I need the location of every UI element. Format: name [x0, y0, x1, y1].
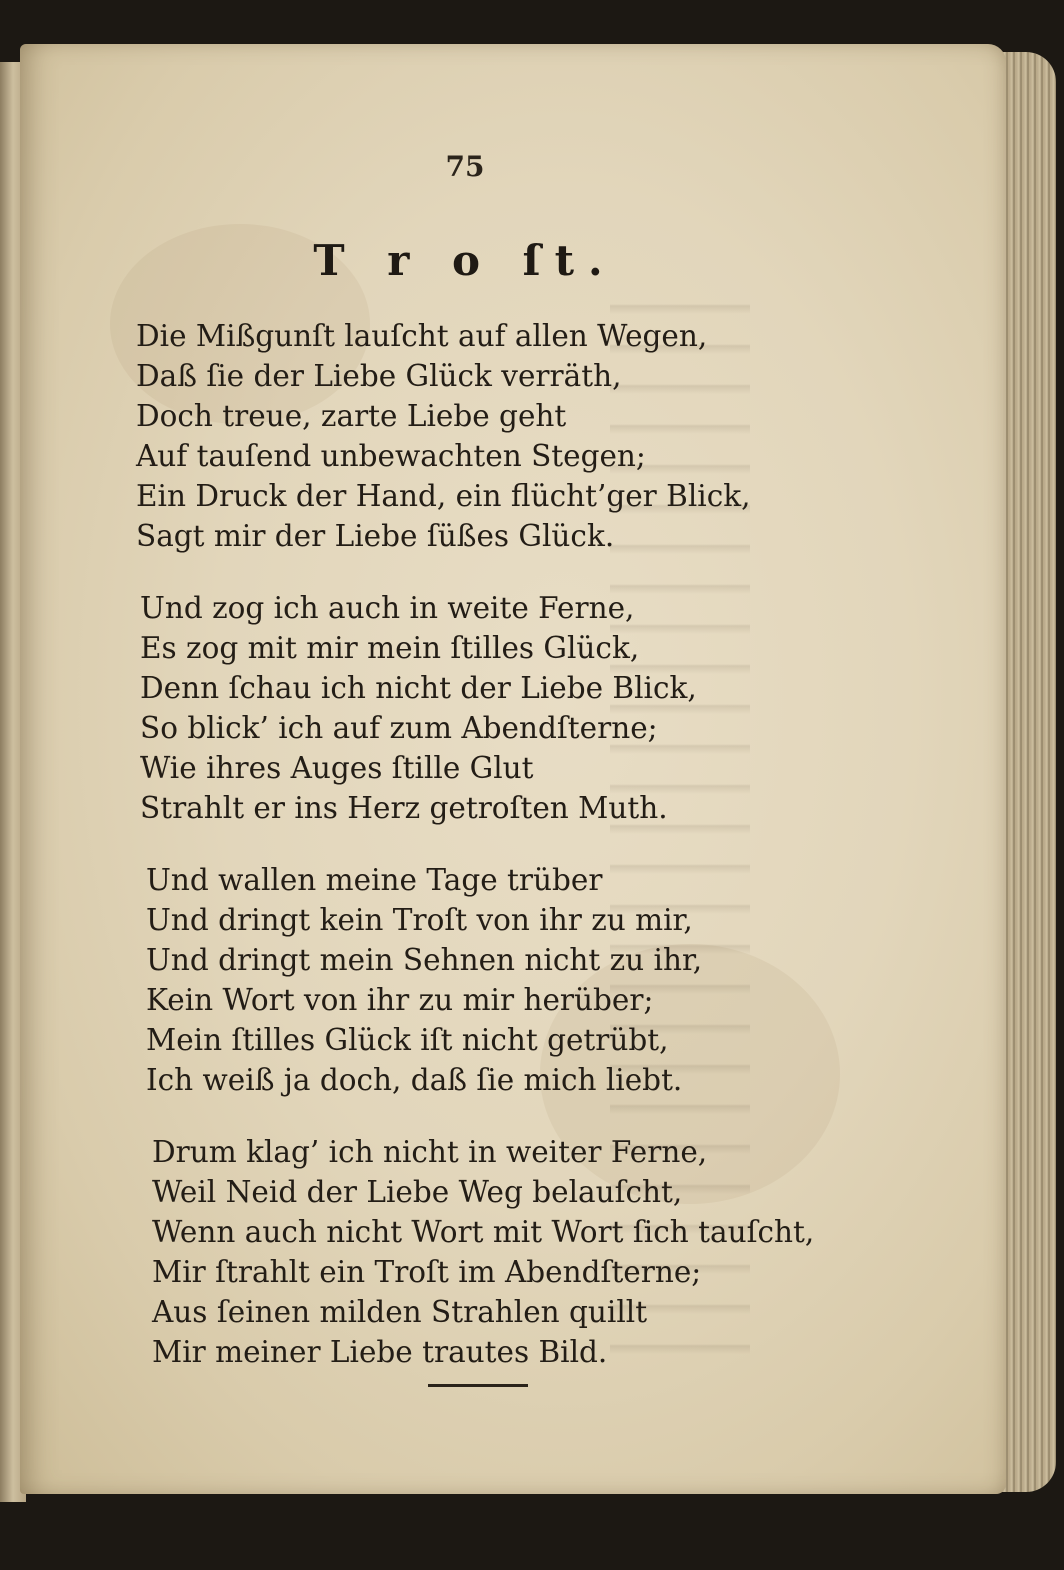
page-number: 75	[445, 150, 485, 183]
poem-title: T r o ſt.	[313, 236, 617, 285]
poem-line: Die Mißgunſt lauſcht auf allen Wegen,	[136, 319, 708, 353]
poem-line: Mir meiner Liebe trautes Bild.	[152, 1335, 608, 1369]
poem-line: Aus ſeinen milden Strahlen quillt	[152, 1295, 648, 1329]
stanza-4	[152, 1132, 814, 1372]
stanza-3	[146, 860, 702, 1100]
stanza-2	[140, 588, 697, 828]
poem-line: Ein Druck der Hand, ein flücht’ger Blick,	[136, 479, 751, 513]
poem-line: Und dringt mein Sehnen nicht zu ihr,	[146, 943, 703, 977]
poem-line: Weil Neid der Liebe Weg belauſcht,	[152, 1175, 683, 1209]
poem-line: So blick’ ich auf zum Abendſterne;	[140, 711, 658, 745]
poem-line: Und dringt kein Troſt von ihr zu mir,	[146, 903, 693, 937]
poem-line: Und wallen meine Tage trüber	[146, 863, 603, 897]
poem-line: Und zog ich auch in weite Ferne,	[140, 591, 635, 625]
poem-line: Strahlt er ins Herz getroſten Muth.	[140, 791, 668, 825]
poem-line: Doch treue, zarte Liebe geht	[136, 399, 567, 433]
poem-line: Auf tauſend unbewachten Stegen;	[136, 439, 646, 473]
poem-line: Es zog mit mir mein ſtilles Glück,	[140, 631, 640, 665]
poem-line: Sagt mir der Liebe ſüßes Glück.	[136, 519, 615, 553]
poem-line: Mir ſtrahlt ein Troſt im Abendſterne;	[152, 1255, 702, 1289]
poem-line: Denn ſchau ich nicht der Liebe Blick,	[140, 671, 697, 705]
poem-line: Mein ſtilles Glück iſt nicht getrübt,	[146, 1023, 669, 1057]
book-page	[20, 44, 1006, 1494]
poem-line: Daß ſie der Liebe Glück verräth,	[136, 359, 622, 393]
poem-line: Kein Wort von ihr zu mir herüber;	[146, 983, 654, 1017]
end-rule	[428, 1384, 528, 1387]
poem-line: Ich weiß ja doch, daß ſie mich liebt.	[146, 1063, 683, 1097]
poem-line: Wie ihres Auges ſtille Glut	[140, 751, 534, 785]
stanza-1	[136, 316, 751, 556]
poem-line: Wenn auch nicht Wort mit Wort ſich tauſcht,	[152, 1215, 815, 1249]
poem-line: Drum klag’ ich nicht in weiter Ferne,	[152, 1135, 708, 1169]
